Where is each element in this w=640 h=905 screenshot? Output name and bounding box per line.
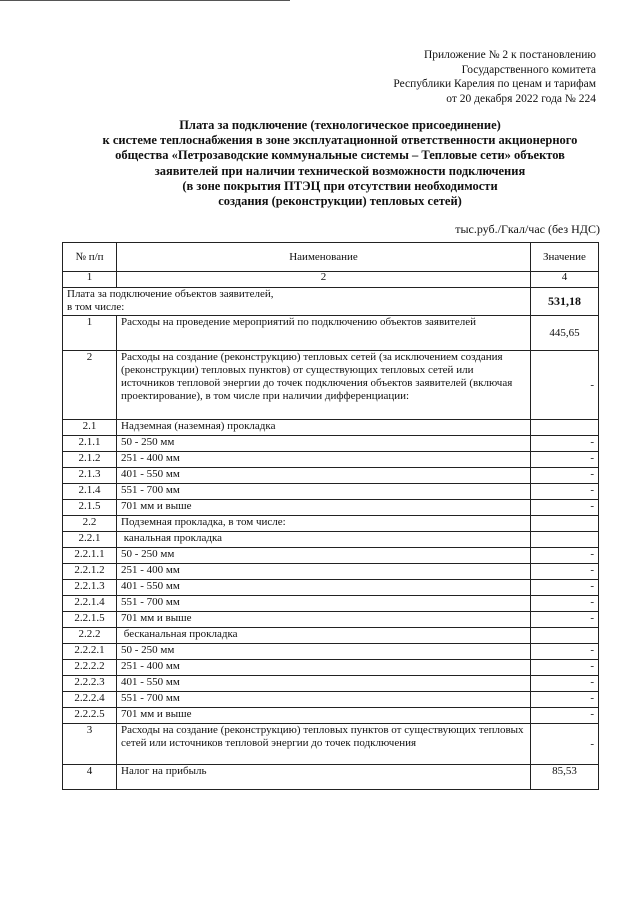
row-number: 2.2.1	[63, 532, 117, 548]
row-value: -	[531, 580, 599, 596]
unit-label: тыс.руб./Гкал/час (без НДС)	[455, 222, 600, 236]
row-value	[531, 516, 599, 532]
title-line: Плата за подключение (технологическое присоединение)	[179, 118, 501, 132]
table-row	[63, 351, 599, 420]
row-value: -	[531, 468, 599, 484]
row-value: 445,65	[531, 316, 599, 351]
row-value: -	[531, 660, 599, 676]
row-number: 2.2.1.4	[63, 596, 117, 612]
title-line: (в зоне покрытия ПТЭЦ при отсутствии необходимости	[182, 178, 498, 193]
row-name: бесканальная прокладка	[117, 628, 531, 644]
appendix-line: Государственного комитета	[461, 63, 596, 76]
row-number: 2	[63, 351, 117, 420]
row-name: 50 - 250 мм	[117, 436, 531, 452]
appendix-line: Приложение № 2 к постановлению	[423, 49, 596, 61]
row-name: 701 мм и выше	[117, 708, 531, 724]
row-name: Расходы на создание (реконструкцию) тепловых пунктов от существующих тепловых сетей или источников тепловой энергии до точек подключения	[117, 724, 531, 765]
row-value	[531, 532, 599, 548]
row-name: 251 - 400 мм	[117, 564, 531, 580]
row-name: Расходы на создание (реконструкцию) тепловых сетей (за исключением создания (реконструкции) тепловых пунктов) от существующих тепловых сетей или источников тепловой энергии до точек подключения объектов заявителей (включая проектирование), в том числе при наличии дифференциации:	[117, 351, 531, 420]
row-name: 401 - 550 мм	[117, 676, 531, 692]
document-title	[60, 118, 620, 209]
row-value: -	[531, 351, 599, 420]
row-number: 2.1	[63, 420, 117, 436]
table-row	[63, 436, 599, 452]
header-number: № п/п	[63, 243, 117, 272]
table-row	[63, 660, 599, 676]
row-number: 2.1.3	[63, 468, 117, 484]
table-row	[63, 420, 599, 436]
row-number: 2.1.5	[63, 500, 117, 516]
row-number: 2.2	[63, 516, 117, 532]
column-numbers-row	[63, 272, 599, 288]
row-value: -	[531, 484, 599, 500]
row-number: 4	[63, 765, 117, 790]
row-value: -	[531, 436, 599, 452]
appendix-line: от 20 декабря 2022 года № 224	[446, 92, 596, 105]
row-value: -	[531, 612, 599, 628]
row-name: 251 - 400 мм	[117, 452, 531, 468]
row-value: -	[531, 564, 599, 580]
row-value: -	[531, 692, 599, 708]
title-line: к системе теплоснабжения в зоне эксплуатационной ответственности акционерного	[102, 133, 578, 148]
row-number: 3	[63, 724, 117, 765]
header-name: Наименование	[117, 243, 531, 272]
table-row	[63, 316, 599, 351]
row-name: 551 - 700 мм	[117, 692, 531, 708]
row-value: -	[531, 724, 599, 765]
row-value: -	[531, 596, 599, 612]
table-row	[63, 628, 599, 644]
row-number: 2.2.2.1	[63, 644, 117, 660]
row-value: -	[531, 644, 599, 660]
row-name: 551 - 700 мм	[117, 484, 531, 500]
row-number: 2.2.1.5	[63, 612, 117, 628]
table-row	[63, 500, 599, 516]
row-value	[531, 420, 599, 436]
appendix-note	[393, 48, 596, 106]
row-value: -	[531, 548, 599, 564]
table-row	[63, 452, 599, 468]
total-row	[63, 288, 599, 316]
row-name: Подземная прокладка, в том числе:	[117, 516, 531, 532]
title-line: общества «Петрозаводские коммунальные системы – Тепловые сети» объектов	[115, 148, 565, 163]
table-row	[63, 708, 599, 724]
row-number: 2.2.2.3	[63, 676, 117, 692]
row-number: 2.2.1.1	[63, 548, 117, 564]
row-name: Надземная (наземная) прокладка	[117, 420, 531, 436]
title-line: заявителей при наличии технической возможности подключения	[154, 163, 526, 178]
row-value: -	[531, 500, 599, 516]
table-row	[63, 580, 599, 596]
row-number: 2.1.2	[63, 452, 117, 468]
title-line: создания (реконструкции) тепловых сетей)	[218, 194, 462, 209]
row-name: Расходы на проведение мероприятий по подключению объектов заявителей	[117, 316, 531, 351]
table-row	[63, 548, 599, 564]
top-rule-line	[0, 0, 290, 1]
row-name: канальная прокладка	[117, 532, 531, 548]
row-number: 2.2.2	[63, 628, 117, 644]
row-value	[531, 628, 599, 644]
row-name: 50 - 250 мм	[117, 548, 531, 564]
row-number: 1	[63, 316, 117, 351]
row-number: 2.1.4	[63, 484, 117, 500]
row-name: 701 мм и выше	[117, 612, 531, 628]
table-row	[63, 765, 599, 790]
table-row	[63, 564, 599, 580]
table-row	[63, 644, 599, 660]
row-name: 551 - 700 мм	[117, 596, 531, 612]
table-row	[63, 596, 599, 612]
table-row	[63, 676, 599, 692]
row-number: 2.2.1.2	[63, 564, 117, 580]
row-name: 401 - 550 мм	[117, 580, 531, 596]
row-value: 85,53	[531, 765, 599, 790]
fee-table-body	[63, 243, 599, 790]
total-value: 531,18	[531, 288, 599, 316]
table-row	[63, 612, 599, 628]
fee-table	[62, 242, 599, 790]
column-number: 1	[63, 272, 117, 288]
table-row	[63, 468, 599, 484]
header-value: Значение	[531, 243, 599, 272]
row-number: 2.2.2.4	[63, 692, 117, 708]
row-value: -	[531, 452, 599, 468]
row-name: 701 мм и выше	[117, 500, 531, 516]
column-number: 2	[117, 272, 531, 288]
row-number: 2.2.2.2	[63, 660, 117, 676]
row-name: 401 - 550 мм	[117, 468, 531, 484]
row-value: -	[531, 708, 599, 724]
table-row	[63, 484, 599, 500]
row-name: 50 - 250 мм	[117, 644, 531, 660]
table-row	[63, 692, 599, 708]
row-value: -	[531, 676, 599, 692]
row-number: 2.1.1	[63, 436, 117, 452]
table-row	[63, 532, 599, 548]
total-label: Плата за подключение объектов заявителей, в том числе:	[63, 288, 531, 316]
row-name: Налог на прибыль	[117, 765, 531, 790]
appendix-line: Республики Карелия по ценам и тарифам	[393, 78, 596, 90]
row-number: 2.2.2.5	[63, 708, 117, 724]
row-number: 2.2.1.3	[63, 580, 117, 596]
table-header-row	[63, 243, 599, 272]
table-row	[63, 724, 599, 765]
row-name: 251 - 400 мм	[117, 660, 531, 676]
column-number: 4	[531, 272, 599, 288]
table-row	[63, 516, 599, 532]
